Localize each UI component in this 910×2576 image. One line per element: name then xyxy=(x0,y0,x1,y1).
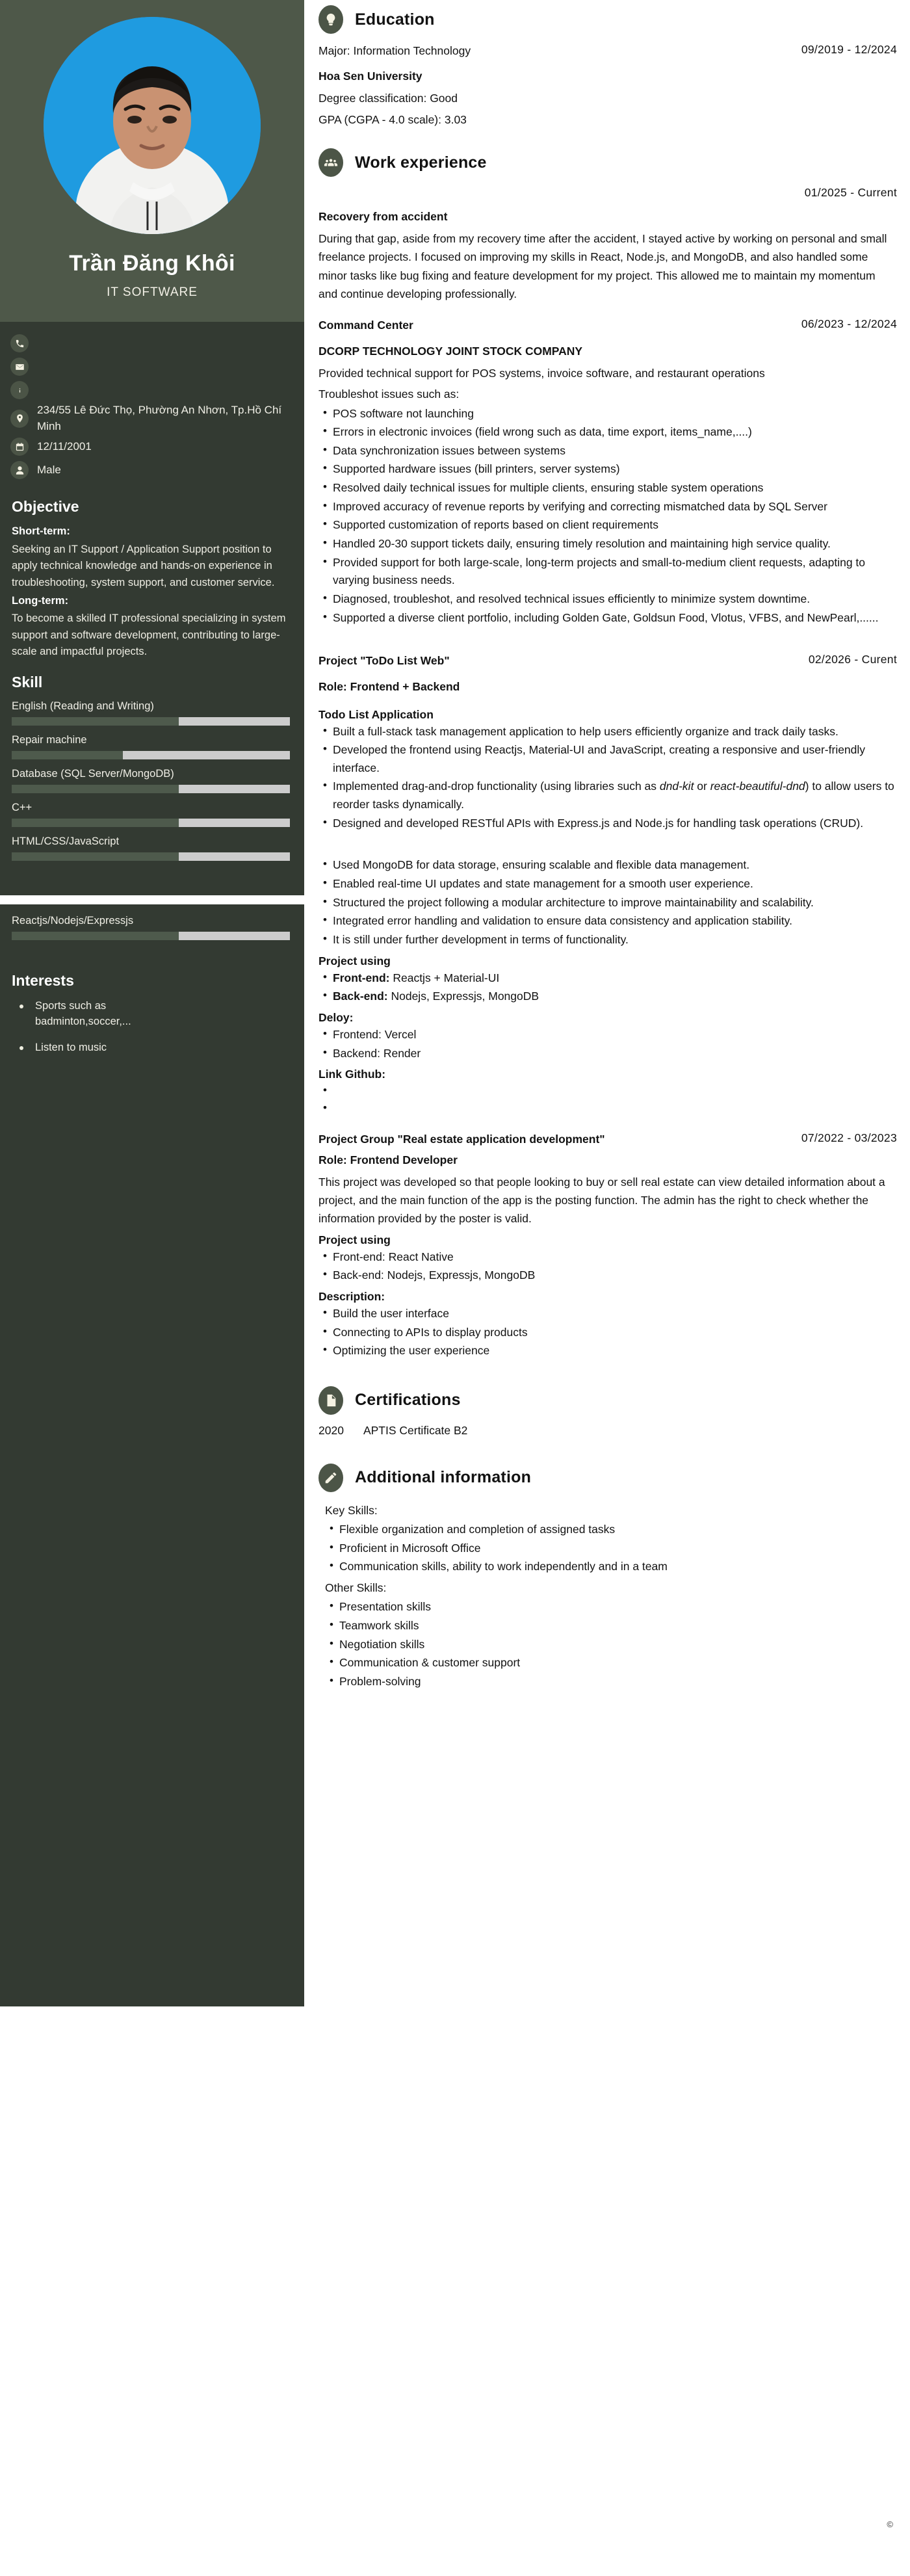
list-item: • Errors in electronic invoices (field wrong such as data, time export, items_name,....) xyxy=(318,423,897,441)
dnd-mid: or xyxy=(694,780,710,793)
project-bullets-b xyxy=(318,856,897,949)
skill-label: Database (SQL Server/MongoDB) xyxy=(12,767,174,780)
contact-info xyxy=(10,379,291,401)
list-item: • Built a full-stack task management application to help users efficiently organize and track daily tasks. xyxy=(318,723,897,741)
using-label: Back-end: xyxy=(333,990,388,1003)
list-item: • Structured the project following a modular architecture to improve maintainability and scalability. xyxy=(318,894,897,912)
work-entry-paragraph: During that gap, aside from my recovery time after the accident, I stayed active by working on personal and small freelance projects. I focused on improving my skills in React, Node.js, and MongoDB, and also handled some minor tasks like bug fixing and feature development for my project. This allowed me to maintain my momentum and continue developing professionally. xyxy=(318,232,887,301)
interest-text: Listen to music xyxy=(35,1041,107,1053)
skill-progress-fill xyxy=(12,819,179,827)
skill-progress-fill xyxy=(12,751,123,759)
skill-item xyxy=(12,700,290,726)
key-skills-label: Key Skills: xyxy=(325,1503,378,1517)
section-title: Certifications xyxy=(355,1391,461,1410)
skills-list xyxy=(0,699,304,881)
objective-long-label: Long-term: xyxy=(12,594,69,607)
project-todo-list xyxy=(318,653,897,1117)
list-item: • Resolved daily technical issues for multiple clients, ensuring stable system operations xyxy=(318,479,897,497)
list-item: • Supported hardware issues (bill printers, server systems) xyxy=(318,460,897,479)
copyright-mark: © xyxy=(887,2519,893,2529)
dnd-pre: Implemented drag-and-drop functionality (using libraries such as xyxy=(333,780,660,793)
sidebar xyxy=(0,0,304,2006)
list-item: • POS software not launching xyxy=(318,405,897,423)
skills-heading: Skill xyxy=(12,673,43,690)
skill-label: C++ xyxy=(12,801,32,813)
section-title: Work experience xyxy=(355,153,487,172)
list-item: • Problem-solving xyxy=(325,1673,897,1691)
list-item: • Provided support for both large-scale, long-term projects and small-to-medium client requests, adapting to varying business needs. xyxy=(318,554,897,590)
skill-label: English (Reading and Writing) xyxy=(12,700,154,712)
objective-long-text: To become a skilled IT professional specializing in system support and software development, contributing to large-scale and impactful projects. xyxy=(12,612,286,658)
education-heading xyxy=(318,5,897,34)
interest-text: Sports such as badminton,soccer,... xyxy=(35,999,131,1027)
skill-label: HTML/CSS/JavaScript xyxy=(12,835,120,847)
work-section xyxy=(318,148,897,627)
other-skills-list xyxy=(318,1598,897,1690)
other-skills-label: Other Skills: xyxy=(325,1581,387,1595)
work-entry-0-date-row xyxy=(318,186,897,200)
section-title: Additional information xyxy=(355,1468,532,1487)
list-item xyxy=(318,988,897,1006)
project-date: 02/2026 - Curent xyxy=(808,653,897,666)
dnd-post: ) to allow users to reorder tasks dynamically. xyxy=(333,780,894,811)
work-entry-intro-2: Troubleshot issues such as: xyxy=(318,388,460,401)
bullet-dot-icon xyxy=(20,1005,23,1008)
using-value: Nodejs, Expressjs, MongoDB xyxy=(387,990,540,1003)
project-using-list xyxy=(318,969,897,1006)
using-label: Front-end: xyxy=(333,971,390,984)
certification-row xyxy=(318,1424,897,1438)
skill-item xyxy=(12,915,290,940)
skill-item xyxy=(12,768,290,793)
person-job-title: IT SOFTWARE xyxy=(107,285,198,299)
education-major: Major: Information Technology xyxy=(318,44,471,57)
person-icon xyxy=(10,461,29,479)
work-entry-title: Command Center xyxy=(318,319,413,332)
using-value: Reactjs + Material-UI xyxy=(389,971,500,984)
list-item: • Presentation skills xyxy=(325,1598,897,1616)
project-deploy-label: Deloy: xyxy=(318,1010,354,1024)
project-paragraph: This project was developed so that people looking to buy or sell real estate can view detailed information about a project, and the main function of the app is the posting function. The admin has the right to check whether the information provided by the poster is valid. xyxy=(318,1175,885,1226)
list-item: • Flexible organization and completion of assigned tasks xyxy=(325,1521,897,1539)
certification-name: APTIS Certificate B2 xyxy=(363,1423,468,1437)
certification-year: 2020 xyxy=(318,1423,344,1437)
main-content xyxy=(318,0,897,1692)
work-entry-bullets xyxy=(318,405,897,627)
additional-heading xyxy=(318,1464,897,1492)
list-item: • Developed the frontend using Reactjs, Material-UI and JavaScript, creating a responsive and user-friendly interface. xyxy=(318,741,897,777)
objective-body xyxy=(0,523,304,661)
pencil-icon xyxy=(318,1464,343,1492)
project-bullets-a xyxy=(318,723,897,833)
skill-label: Repair machine xyxy=(12,733,87,746)
list-item: • Supported a diverse client portfolio, including Golden Gate, Goldsun Food, Vlotus, VFBS, and NewPearl,...... xyxy=(318,609,897,627)
project-description-list xyxy=(318,1305,897,1360)
list-item: • Improved accuracy of revenue reports by verifying and correcting mismatched data by SQL Server xyxy=(318,498,897,516)
project-using-label: Project using xyxy=(318,1233,391,1246)
skill-progress-track xyxy=(12,785,290,793)
certifications-section xyxy=(318,1386,897,1438)
education-section xyxy=(318,0,897,129)
avatar xyxy=(44,17,261,234)
education-row xyxy=(318,43,897,59)
list-item: • Diagnosed, troubleshot, and resolved technical issues efficiently to minimize system downtime. xyxy=(318,590,897,609)
work-entry-date: 06/2023 - 12/2024 xyxy=(801,317,897,331)
project-github-label: Link Github: xyxy=(318,1068,386,1081)
list-item: • Build the user interface xyxy=(318,1305,897,1323)
list-item: • Teamwork skills xyxy=(325,1617,897,1635)
list-item: • Frontend: Vercel xyxy=(318,1026,897,1044)
person-name: Trần Đăng Khôi xyxy=(69,251,235,276)
skill-progress-fill xyxy=(12,852,179,861)
list-item: • Integrated error handling and validation to ensure data consistency and application stability. xyxy=(318,912,897,930)
email-icon xyxy=(10,358,29,376)
list-item: • Communication & customer support xyxy=(325,1654,897,1672)
project-using-list xyxy=(318,1248,897,1285)
phone-icon xyxy=(10,334,29,352)
objective-short-text: Seeking an IT Support / Application Support position to apply technical knowledge and hands-on experience in troubleshooting, system support, and customer service. xyxy=(12,543,275,588)
contact-address xyxy=(10,402,291,434)
info-icon xyxy=(10,381,29,399)
work-entry-intro-1: Provided technical support for POS systems, invoice software, and restaurant operations xyxy=(318,366,765,380)
list-item xyxy=(20,1040,290,1056)
list-item: • Used MongoDB for data storage, ensuring scalable and flexible data management. xyxy=(318,856,897,874)
profile-header xyxy=(0,0,304,322)
certifications-heading xyxy=(318,1386,897,1415)
skill-progress-track xyxy=(12,751,290,759)
list-item: • Supported customization of reports based on client requirements xyxy=(318,516,897,534)
contact-birthdate xyxy=(10,436,291,458)
education-date: 09/2019 - 12/2024 xyxy=(801,43,897,56)
contact-email xyxy=(10,356,291,378)
list-item: • It is still under further development in terms of functionality. xyxy=(318,931,897,949)
education-classification: Degree classification: Good xyxy=(318,92,458,105)
skill-progress-track xyxy=(12,932,290,940)
section-title: Education xyxy=(355,10,435,29)
list-item: • Connecting to APIs to display products xyxy=(318,1324,897,1342)
objective-short-label: Short-term: xyxy=(12,525,70,538)
work-heading xyxy=(318,148,897,177)
list-item xyxy=(318,969,897,988)
work-entry-company: DCORP TECHNOLOGY JOINT STOCK COMPANY xyxy=(318,344,583,358)
sidebar-primary-block xyxy=(0,0,304,895)
list-item: • Handled 20-30 support tickets daily, ensuring timely resolution and maintaining high service quality. xyxy=(318,535,897,553)
project-github-list xyxy=(318,1083,897,1117)
skill-progress-track xyxy=(12,717,290,726)
project-date: 07/2022 - 03/2023 xyxy=(801,1131,897,1145)
skills-list-continued xyxy=(0,904,304,960)
project-title: Project "ToDo List Web" xyxy=(318,654,450,668)
skill-item xyxy=(12,835,290,861)
work-entry-1-header xyxy=(318,317,897,334)
list-item: • Communication skills, ability to work independently and in a team xyxy=(325,1558,897,1576)
skill-progress-fill xyxy=(12,932,179,940)
page-break-spacer xyxy=(318,833,897,855)
sidebar-secondary-block xyxy=(0,904,304,2006)
location-icon xyxy=(10,410,29,428)
skill-label: Reactjs/Nodejs/Expressjs xyxy=(12,914,134,927)
interests-heading: Interests xyxy=(12,971,74,989)
bullet-dot-icon xyxy=(20,1046,23,1050)
project-deploy-list xyxy=(318,1026,897,1062)
contact-address-value: 234/55 Lê Đức Thọ, Phường An Nhơn, Tp.Hồ Chí Minh xyxy=(37,404,282,432)
project-title: Project Group "Real estate application development" xyxy=(318,1133,605,1146)
list-item: • Data synchronization issues between systems xyxy=(318,442,897,460)
skill-progress-track xyxy=(12,819,290,827)
list-item: • Proficient in Microsoft Office xyxy=(325,1540,897,1558)
project-header xyxy=(318,653,897,669)
lightbulb-icon xyxy=(318,5,343,34)
list-item: • Front-end: React Native xyxy=(318,1248,897,1267)
contact-gender xyxy=(10,459,291,481)
project-role: Role: Frontend + Backend xyxy=(318,679,460,693)
work-entry-date: 01/2025 - Current xyxy=(804,186,897,200)
project-role: Role: Frontend Developer xyxy=(318,1153,458,1166)
skill-progress-fill xyxy=(12,717,179,726)
contact-birthdate-value: 12/11/2001 xyxy=(37,440,92,453)
skill-item xyxy=(12,802,290,827)
list-item: • Enabled real-time UI updates and state management for a smooth user experience. xyxy=(318,875,897,893)
list-item: • Designed and developed RESTful APIs with Express.js and Node.js for handling task operations (CRUD). xyxy=(318,815,897,833)
interests-list xyxy=(0,997,304,1083)
list-item xyxy=(318,778,897,813)
objective-heading: Objective xyxy=(12,498,79,516)
portrait-photo xyxy=(44,17,261,234)
project-description-label: Description: xyxy=(318,1289,385,1303)
sidebar-filler xyxy=(0,1083,304,2006)
list-item[interactable] xyxy=(318,1083,897,1099)
list-item: • Negotiation skills xyxy=(325,1636,897,1654)
additional-section xyxy=(318,1464,897,1691)
people-icon xyxy=(318,148,343,177)
project-real-estate xyxy=(318,1131,897,1360)
project-app-title: Todo List Application xyxy=(318,707,434,721)
contact-gender-value: Male xyxy=(37,463,61,476)
education-gpa: GPA (CGPA - 4.0 scale): 3.03 xyxy=(318,112,467,126)
contact-list xyxy=(0,322,304,486)
key-skills-list xyxy=(318,1521,897,1576)
page-break-gap xyxy=(0,895,304,904)
skill-progress-fill xyxy=(12,785,179,793)
work-entry-title: Recovery from accident xyxy=(318,210,448,224)
list-item: • Backend: Render xyxy=(318,1045,897,1063)
document-icon xyxy=(318,1386,343,1415)
project-header xyxy=(318,1131,897,1148)
education-school: Hoa Sen University xyxy=(318,70,422,83)
dnd-lib-1: dnd-kit xyxy=(659,780,694,793)
project-using-label: Project using xyxy=(318,954,391,967)
dnd-lib-2: react-beautiful-dnd xyxy=(710,780,805,793)
list-item xyxy=(20,999,290,1030)
list-item: • Back-end: Nodejs, Expressjs, MongoDB xyxy=(318,1267,897,1285)
contact-phone xyxy=(10,332,291,354)
skill-progress-track xyxy=(12,852,290,861)
calendar-icon xyxy=(10,438,29,456)
list-item: • Optimizing the user experience xyxy=(318,1342,897,1360)
skill-item xyxy=(12,734,290,759)
list-item[interactable] xyxy=(318,1100,897,1117)
